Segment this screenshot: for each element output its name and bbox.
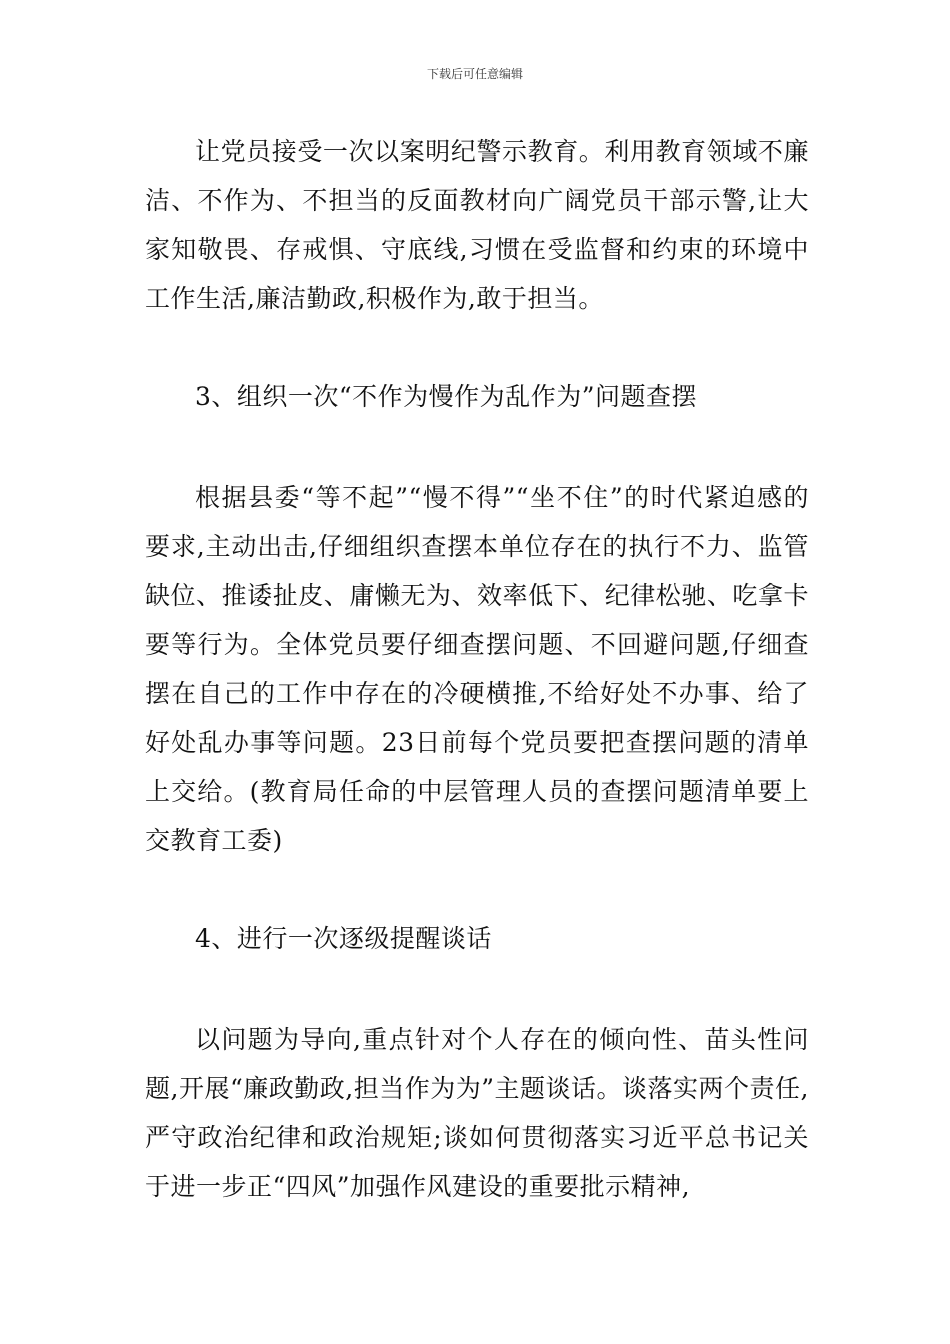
spacer [145,963,809,1015]
paragraph-warning-education: 让党员接受一次以案明纪警示教育。利用教育领域不廉洁、不作为、不担当的反面教材向广阔党员干部示警,让大家知敬畏、存戒惧、守底线,习惯在受监督和约束的环境中工作生活,廉洁勤政,积极作为,敢于担当。 [145,137,809,313]
section-heading-3: 3、组织一次“不作为慢作为乱作为”问题查摆 [195,382,697,411]
header-note: 下载后可任意编辑 [426,67,523,81]
document-body [145,127,809,1211]
section-heading-4: 4、进行一次逐级提醒谈话 [195,924,492,953]
spacer [145,323,809,372]
spacer [145,865,809,914]
paragraph-reminder-talk: 以问题为导向,重点针对个人存在的倾向性、苗头性问题,开展“廉政勤政,担当作为为”主题谈话。谈落实两个责任,严守政治纪律和政治规矩;谈如何贯彻落实习近平总书记关于进一步正“四风”加强作风建设的重要批示精神, [145,1025,809,1201]
spacer [145,421,809,473]
paragraph-problem-review: 根据县委“等不起”“慢不得”“坐不住”的时代紧迫感的要求,主动出击,仔细组织查摆本单位存在的执行不力、监管缺位、推诿扯皮、庸懒无为、效率低下、纪律松驰、吃拿卡要等行为。全体党员要仔细查摆问题、不回避问题,仔细查摆在自己的工作中存在的冷硬横推,不给好处不办事、给了好处乱办事等问题。23日前每个党员要把查摆问题的清单上交给。(教育局任命的中层管理人员的查摆问题清单要上交教育工委) [145,483,809,855]
